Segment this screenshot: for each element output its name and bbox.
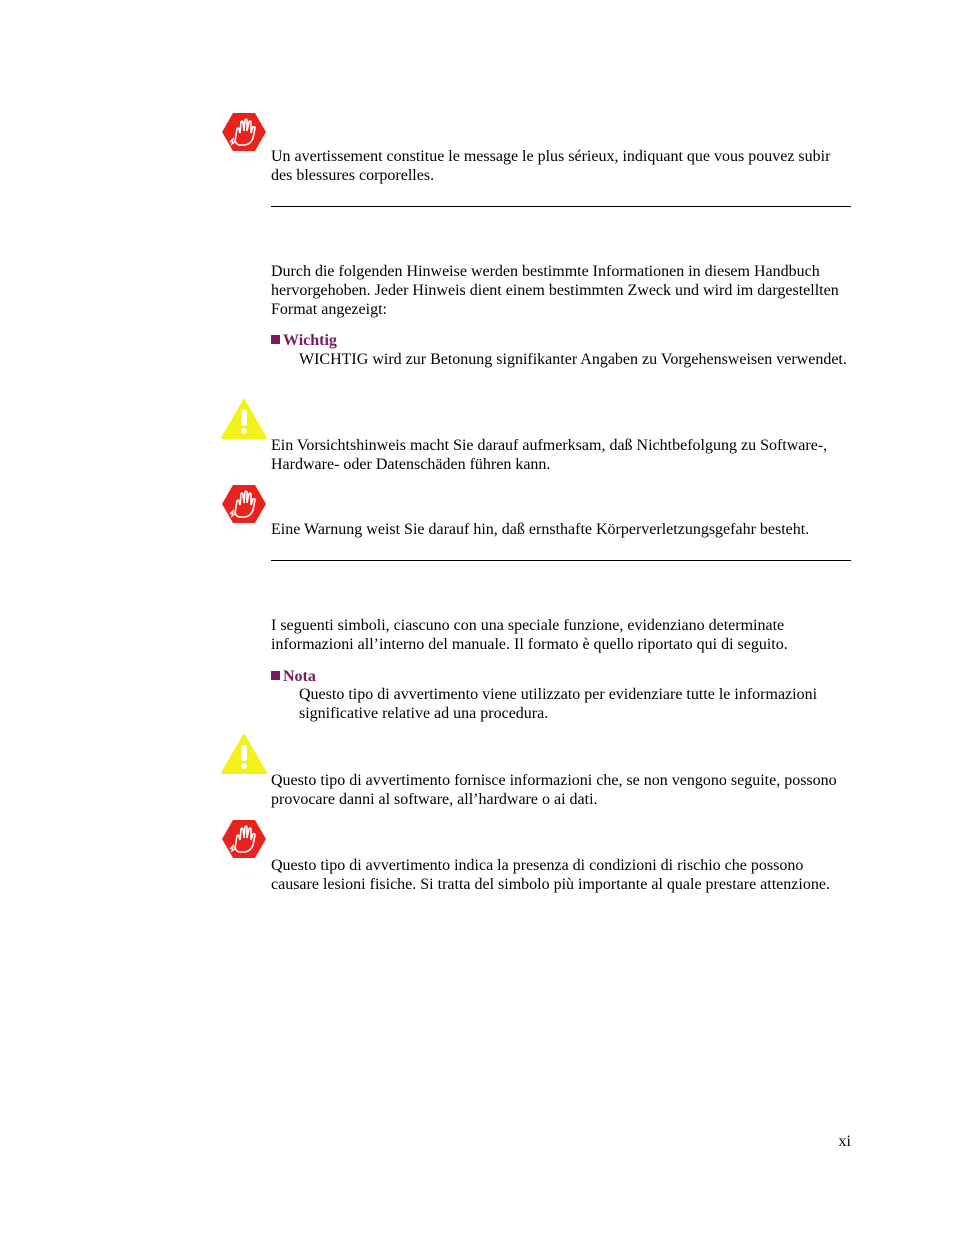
it-caution-text: Questo tipo di avvertimento fornisce informazioni che, se non vengono seguite, possono provocare danni al software, all’hardware o ai dati.	[271, 772, 837, 808]
caution-exclamation-icon	[221, 733, 267, 775]
it-note-label: Nota	[271, 667, 316, 686]
caution-exclamation-icon	[221, 398, 267, 440]
section-divider	[271, 560, 851, 561]
square-bullet-icon	[271, 335, 280, 344]
page-number: xi	[838, 1133, 851, 1150]
de-note-text: WICHTIG wird zur Betonung signifikanter Angaben zu Vorgehensweisen verwendet.	[299, 351, 847, 368]
de-caution-text: Ein Vorsichtshinweis macht Sie darauf aufmerksam, daß Nichtbefolgung zu Software-, Hardware- oder Datenschäden führen kann.	[271, 437, 828, 473]
fr-warning-text: Un avertissement constitue le message le plus sérieux, indiquant que vous pouvez subir des blessures corporelles.	[271, 148, 831, 184]
warning-hand-icon	[221, 818, 267, 860]
square-bullet-icon	[271, 671, 280, 680]
it-intro-text: I seguenti simboli, ciascuno con una speciale funzione, evidenziano determinate informazioni all’interno del manuale. Il formato è quello riportato qui di seguito.	[271, 617, 788, 653]
warning-hand-icon	[221, 111, 267, 153]
it-warning-text: Questo tipo di avvertimento indica la presenza di condizioni di rischio che possono causare lesioni fisiche. Si tratta del simbolo più importante al quale prestare attenzione.	[271, 857, 830, 893]
it-note-text: Questo tipo di avvertimento viene utilizzato per evidenziare tutte le informazioni significative relative ad una procedura.	[299, 686, 818, 722]
de-note-label: Wichtig	[271, 331, 337, 350]
de-intro-text: Durch die folgenden Hinweise werden bestimmte Informationen in diesem Handbuch hervorgehoben. Jeder Hinweis dient einem bestimmten Zweck und wird im dargestellten Format angezeigt:	[271, 263, 839, 318]
de-warning-text: Eine Warnung weist Sie darauf hin, daß ernsthafte Körperverletzungsgefahr besteht.	[271, 521, 810, 538]
section-divider	[271, 206, 851, 207]
warning-hand-icon	[221, 483, 267, 525]
